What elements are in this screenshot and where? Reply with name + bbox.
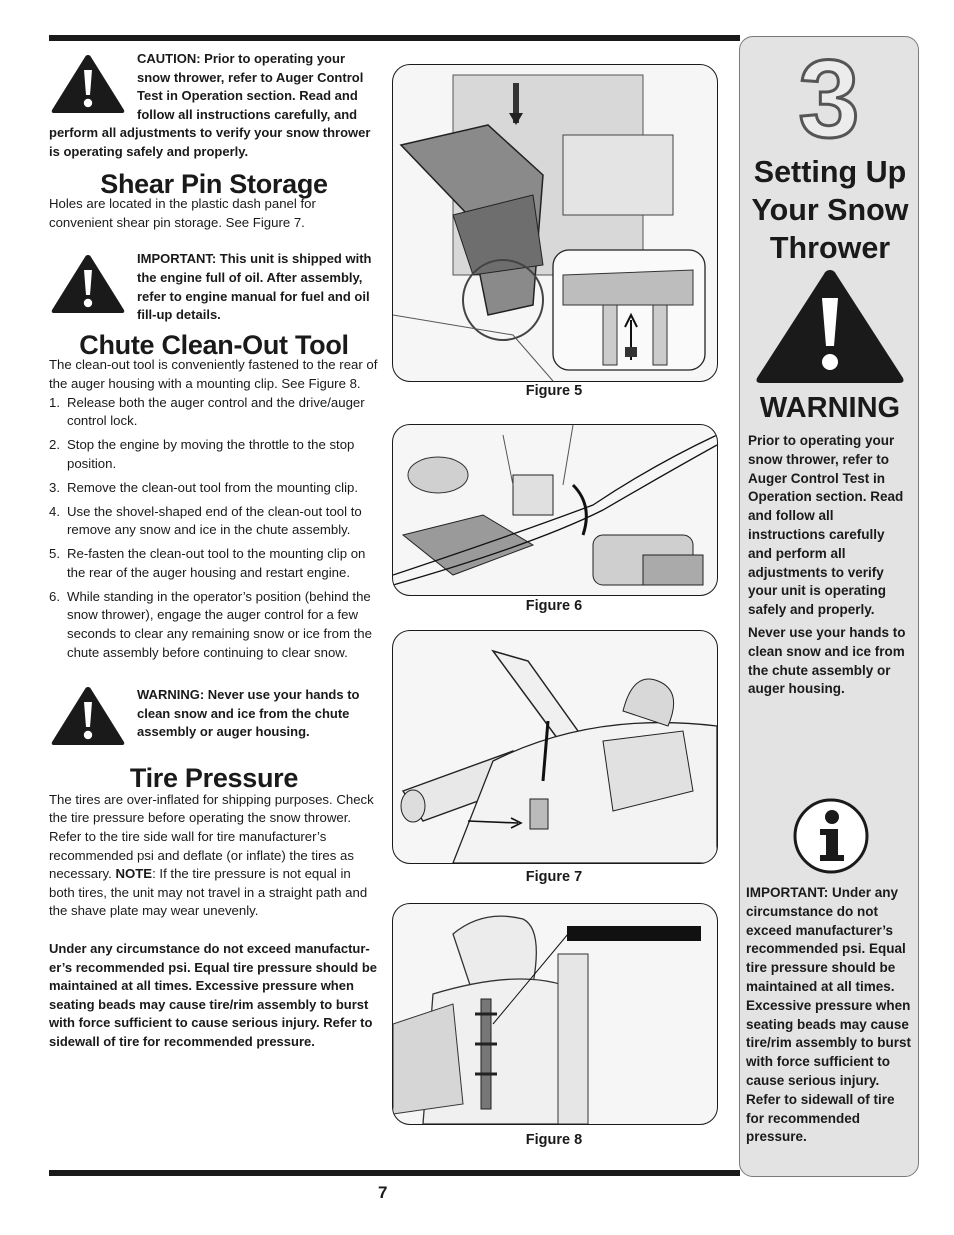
step-text: Use the shovel-shaped end of the clean-out tool to remove any snow and ice in the chute assembly. [67,503,362,538]
tire-warning: Under any circumstance do not exceed manufactur-er’s recommended psi. Equal tire pressure should be maintained at all times. Excessive pressure when seating beads may cause tire/rim assembly to burst with force sufficient to cause serious injury. Refer to sidewall of tire for recommended pressure. [49,940,377,1049]
step-number: 4. [49,503,60,519]
figure-8-caption: Figure 8 [525,1132,583,1148]
section-title-line: Thrower [769,231,891,265]
chute-tool-intro: The clean-out tool is conveniently fastened to the rear of the auger housing with a mounting clip. See Figure 8. [49,357,378,391]
step-text: Stop the engine by moving the throttle to the stop position. [67,437,355,471]
dash-panel-drawing [393,631,717,863]
figure-7-caption: Figure 7 [525,869,583,885]
top-rule [49,35,740,41]
warning-hands-text: WARNING: Never use your hands to clean snow and ice from the chute assembly or auger housing. [137,687,360,740]
tire-body-note: : If the tire pressure is not equal in both tires, the unit may not travel in a straight path and the shave plate may wear unevenly. [49,866,368,919]
warning-triangle-icon [49,252,127,316]
chute-assembly-drawing [393,65,717,381]
step-text: Remove the clean-out tool from the mounting clip. [67,479,359,495]
note-label: NOTE [115,866,153,882]
sidebar-hands-text: Never use your hands to clean snow and ice from the chute assembly or auger housing. [748,625,906,697]
control-panel-drawing [393,425,717,595]
step-item [49,545,379,582]
chute-tool-title: Chute Clean-Out Tool [79,329,349,360]
info-icon [792,797,870,875]
figure-5-caption: Figure 5 [525,383,583,399]
bottom-rule [49,1170,740,1176]
sidebar-important-text: IMPORTANT: Under any circumstance do not exceed manufacturer’s recommended psi. Equal tire pressure should be maintained at all times. Excessive pressure when seating beads may cause tire/rim assembly to burst with force sufficient to cause serious injury. Refer to sidewall of tire for recommended pressure. [746,885,912,1145]
caution-notice [49,50,379,124]
tire-body [49,791,379,921]
tire-body-text: The tires are over-inflated for shipping purposes. Check the tire pressure before operating the snow thrower. Refer to the tire side wall for tire manufacturer’s recommended psi and deflate (or inflate) the tires as necessary. [49,791,374,882]
warning-triangle-icon [754,268,906,385]
warning-triangle-icon [49,684,127,748]
step-number: 1. [49,394,60,410]
sidebar-warning-text: Prior to operating your snow thrower, refer to Auger Control Test in Operation section. Read and follow all instructions carefully and perform all adjustments to verify your unit is operating safely and properly. [748,433,904,618]
step-number: 3. [49,479,60,495]
important-oil-text: IMPORTANT: This unit is shipped with the engine full of oil. After assembly, refer to engine manual for fuel and oil fill-up details. [137,251,372,323]
step-item [49,394,379,431]
page-number: 7 [378,1183,388,1202]
warning-heading: WARNING [759,392,901,424]
step-number: 5. [49,546,60,562]
warning-triangle-icon [49,52,127,116]
figure-8-illustration [392,903,718,1125]
warning-hands-notice [49,682,379,754]
section-title-line: Your Snow [751,193,909,227]
caution-lead: CAUTION: Prior to operating your snow thrower, refer to Auger Control Test in Operation section. Read and follow all instructions carefully, and [137,51,364,122]
important-oil-notice [49,250,379,324]
section-title [741,153,919,267]
chute-tool-steps [49,394,379,663]
step-number: 2. [49,437,60,453]
left-column [49,50,379,1051]
step-item [49,503,379,540]
figure-7-illustration [392,630,718,864]
step-item [49,436,379,473]
step-number: 6. [49,588,60,604]
figure-6-illustration [392,424,718,596]
step-text: Re-fasten the clean-out tool to the mounting clip on the rear of the auger housing and restart engine. [67,546,366,580]
tire-title: Tire Pressure [129,763,299,794]
shear-pin-body: Holes are located in the plastic dash panel for convenient shear pin storage. See Figure 7. [49,196,316,230]
figure-6-caption: Figure 6 [525,598,583,614]
section-number: 3 [798,38,860,161]
auger-housing-drawing [393,904,717,1124]
step-text: Release both the auger control and the drive/auger control lock. [67,394,365,429]
caution-rest: perform all adjustments to verify your snow thrower is operating safely and properly. [49,125,371,159]
step-text: While standing in the operator’s position (behind the snow thrower), engage the auger control for a few seconds to clear any remaining snow or ice from the chute assembly before continuing to clear snow. [67,588,372,660]
shear-pin-title: Shear Pin Storage [100,168,328,199]
step-item [49,479,379,498]
section-title-line: Setting Up [753,155,907,189]
figure-5-illustration [392,64,718,382]
step-item [49,588,379,662]
